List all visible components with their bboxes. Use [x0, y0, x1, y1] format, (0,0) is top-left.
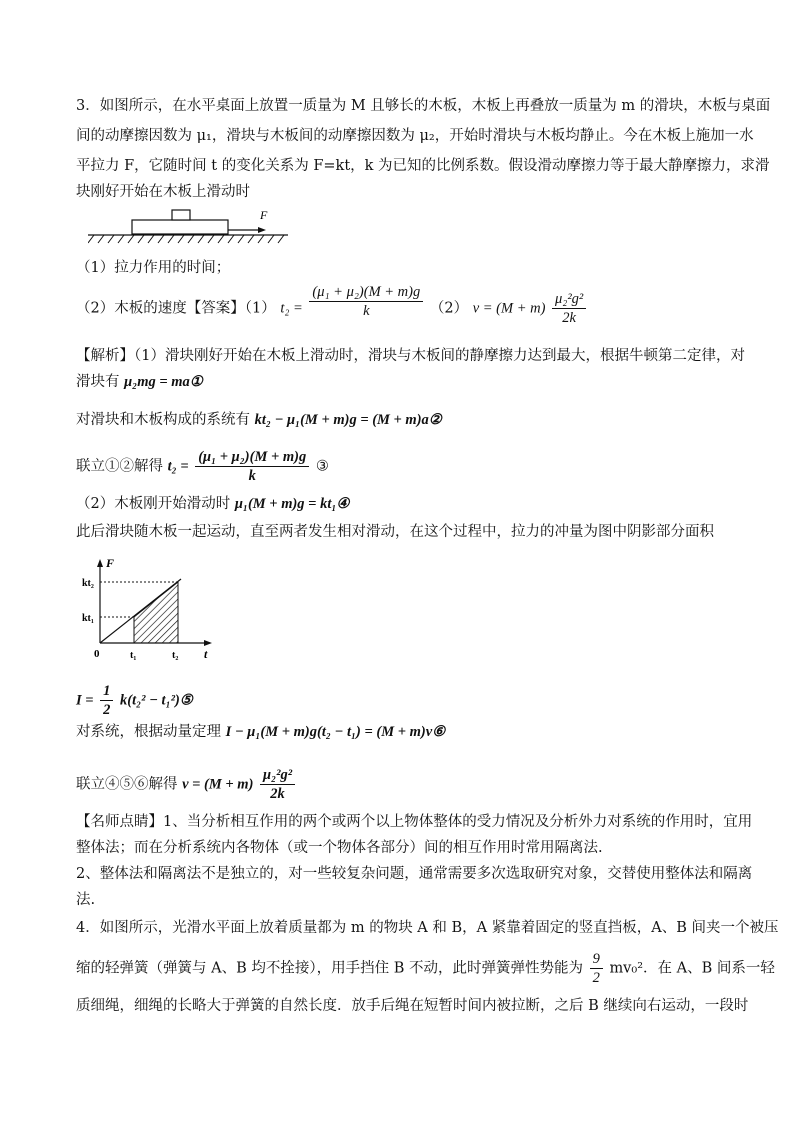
ans2-prefix: （2） — [429, 300, 469, 317]
analysis-line-1: 【解析】（1）滑块刚好开始在木板上滑动时，滑块与木板间的静摩擦力达到最大，根据牛顿第二定律，对 — [76, 348, 745, 364]
tips-line-1: 【名师点睛】1、当分析相互作用的两个或两个以上物体整体的受力情况及分析外力对系统的作用时，宜用 — [76, 814, 753, 830]
q4-line-1: 4．如图所示，光滑水平面上放着质量都为 m 的物块 A 和 B，A 紧靠着固定的竖直挡板，A、B 间夹一个被压 — [76, 920, 779, 936]
analysis-eq-3-fraction — [195, 448, 309, 485]
arrow-head — [258, 227, 266, 233]
ans2-lhs: v = (M + m) — [472, 300, 546, 317]
analysis-eq-7-num: μ₂²g² — [260, 766, 295, 785]
analysis-line-8-text: 对系统，根据动量定理 — [76, 724, 221, 740]
analysis-line-3 — [76, 410, 442, 430]
analysis-line-9 — [76, 766, 297, 803]
analysis-eq-3-den: k — [248, 468, 256, 484]
q3-line-1: 3．如图所示，在水平桌面上放置一质量为 M 且够长的木板，木板上再叠放一质量为 m 的滑块，木板与桌面 — [76, 98, 771, 114]
ans1-denominator: k — [363, 303, 370, 319]
analysis-eq-5-fraction — [100, 682, 113, 719]
analysis-eq-5-den: 2 — [103, 702, 111, 718]
analysis-line-2-text: 滑块有 — [76, 374, 120, 390]
analysis-line-3-text: 对滑块和木板构成的系统有 — [76, 412, 250, 428]
analysis-eq-7-den: 2k — [270, 786, 285, 802]
tips-line-4: 法. — [76, 892, 96, 908]
q3-sub-2-answer — [76, 284, 588, 327]
analysis-eq-7-lhs: v = (M + m) — [182, 776, 254, 793]
graph-kt1: kt₁ — [82, 613, 94, 624]
tips-line-3: 2、整体法和隔离法不是独立的，对一些较复杂问题，通常需要多次选取研究对象，交替使用整体法和隔离 — [76, 866, 753, 882]
analysis-eq-5-rest: k(t₂² − t₁²)⑤ — [120, 692, 193, 709]
q3-sub-1: （1）拉力作用的时间； — [76, 260, 231, 276]
shaded-area — [134, 582, 178, 643]
analysis-eq-2: kt₂ − μ₁(M + m)g = (M + m)a② — [254, 412, 442, 428]
q4-line-2-a: 缩的轻弹簧（弹簧与 A、B 均不拴接），用手挡住 B 不动，此时弹簧弹性势能为 — [76, 960, 583, 977]
ans1-fraction — [309, 283, 423, 320]
analysis-line-6: 此后滑块随木板一起运动，直至两者发生相对滑动，在这个过程中，拉力的冲量为图中阴影部分面积 — [76, 524, 714, 540]
graph-t2: t₂ — [172, 650, 179, 661]
analysis-eq-1: μ₂mg = ma① — [124, 374, 203, 390]
q3-line-3: 平拉力 F，它随时间 t 的变化关系为 F=kt，k 为已知的比例系数。假设滑动摩擦力等于最大静摩擦力，求滑 — [76, 158, 770, 174]
analysis-eq-7-fraction — [260, 766, 295, 803]
analysis-eq-6: I − μ₁(M + m)g(t₂ − t₁) = (M + m)v⑥ — [225, 724, 446, 740]
analysis-eq-5-lhs: I = — [76, 692, 94, 709]
force-time-graph — [80, 555, 220, 665]
graph-kt2: kt₂ — [82, 578, 94, 589]
y-axis-arrow — [97, 559, 103, 567]
q3-line-4: 块刚好开始在木板上滑动时 — [76, 184, 250, 200]
board — [132, 220, 228, 234]
analysis-line-9-text: 联立④⑤⑥解得 — [76, 776, 178, 793]
block — [172, 210, 190, 220]
q4-energy-num: 9 — [590, 950, 603, 969]
analysis-line-2 — [76, 372, 203, 392]
ans1-lhs: t₂ = — [280, 300, 303, 317]
analysis-line-8 — [76, 722, 445, 742]
sub2-text: （2）木板的速度【答案】（1） — [76, 300, 276, 317]
q4-line-3: 质细绳，细绳的长略大于弹簧的自然长度．放手后绳在短暂时间内被拉断，之后 B 继续向右运动，一段时 — [76, 998, 749, 1014]
x-axis-arrow — [204, 640, 212, 646]
ans2-fraction — [552, 290, 586, 327]
analysis-line-5 — [76, 494, 349, 514]
analysis-eq-3-lhs: t₂ = — [167, 458, 189, 475]
board-diagram — [88, 205, 293, 245]
q4-energy-den: 2 — [592, 970, 600, 986]
analysis-eq-5-num: 1 — [100, 682, 113, 701]
ans1-numerator: (μ₁ + μ₂)(M + m)g — [309, 283, 423, 302]
q3-line-2: 间的动摩擦因数为 μ₁，滑块与木板间的动摩擦因数为 μ₂，开始时滑块与木板均静止。今在木板上施加一水 — [76, 128, 754, 144]
graph-origin: 0 — [94, 648, 100, 660]
analysis-eq-4: μ₁(M + m)g = kt₁④ — [234, 496, 350, 512]
graph-t1: t₁ — [130, 650, 137, 661]
analysis-line-4 — [76, 448, 329, 485]
graph-x-label: t — [204, 647, 208, 661]
q4-line-2-b: mv₀²．在 A、B 间系一轻 — [609, 960, 775, 977]
analysis-eq-3-num: (μ₁ + μ₂)(M + m)g — [195, 448, 309, 467]
force-label: F — [260, 208, 268, 222]
analysis-line-5-text: （2）木板刚开始滑动时 — [76, 496, 231, 512]
analysis-line-7 — [76, 682, 193, 719]
ground-hatch — [88, 235, 284, 243]
analysis-line-4-text: 联立①②解得 — [76, 458, 163, 475]
graph-y-label: F — [106, 556, 115, 570]
analysis-eq-3-tag: ③ — [315, 458, 329, 475]
q4-energy-fraction — [590, 950, 603, 987]
ans2-denominator: 2k — [562, 310, 576, 326]
tips-line-2: 整体法；而在分析系统内各物体（或一个物体各部分）间的相互作用时常用隔离法. — [76, 840, 603, 856]
q4-line-2 — [76, 950, 775, 987]
ans2-numerator: μ₂²g² — [552, 290, 586, 309]
